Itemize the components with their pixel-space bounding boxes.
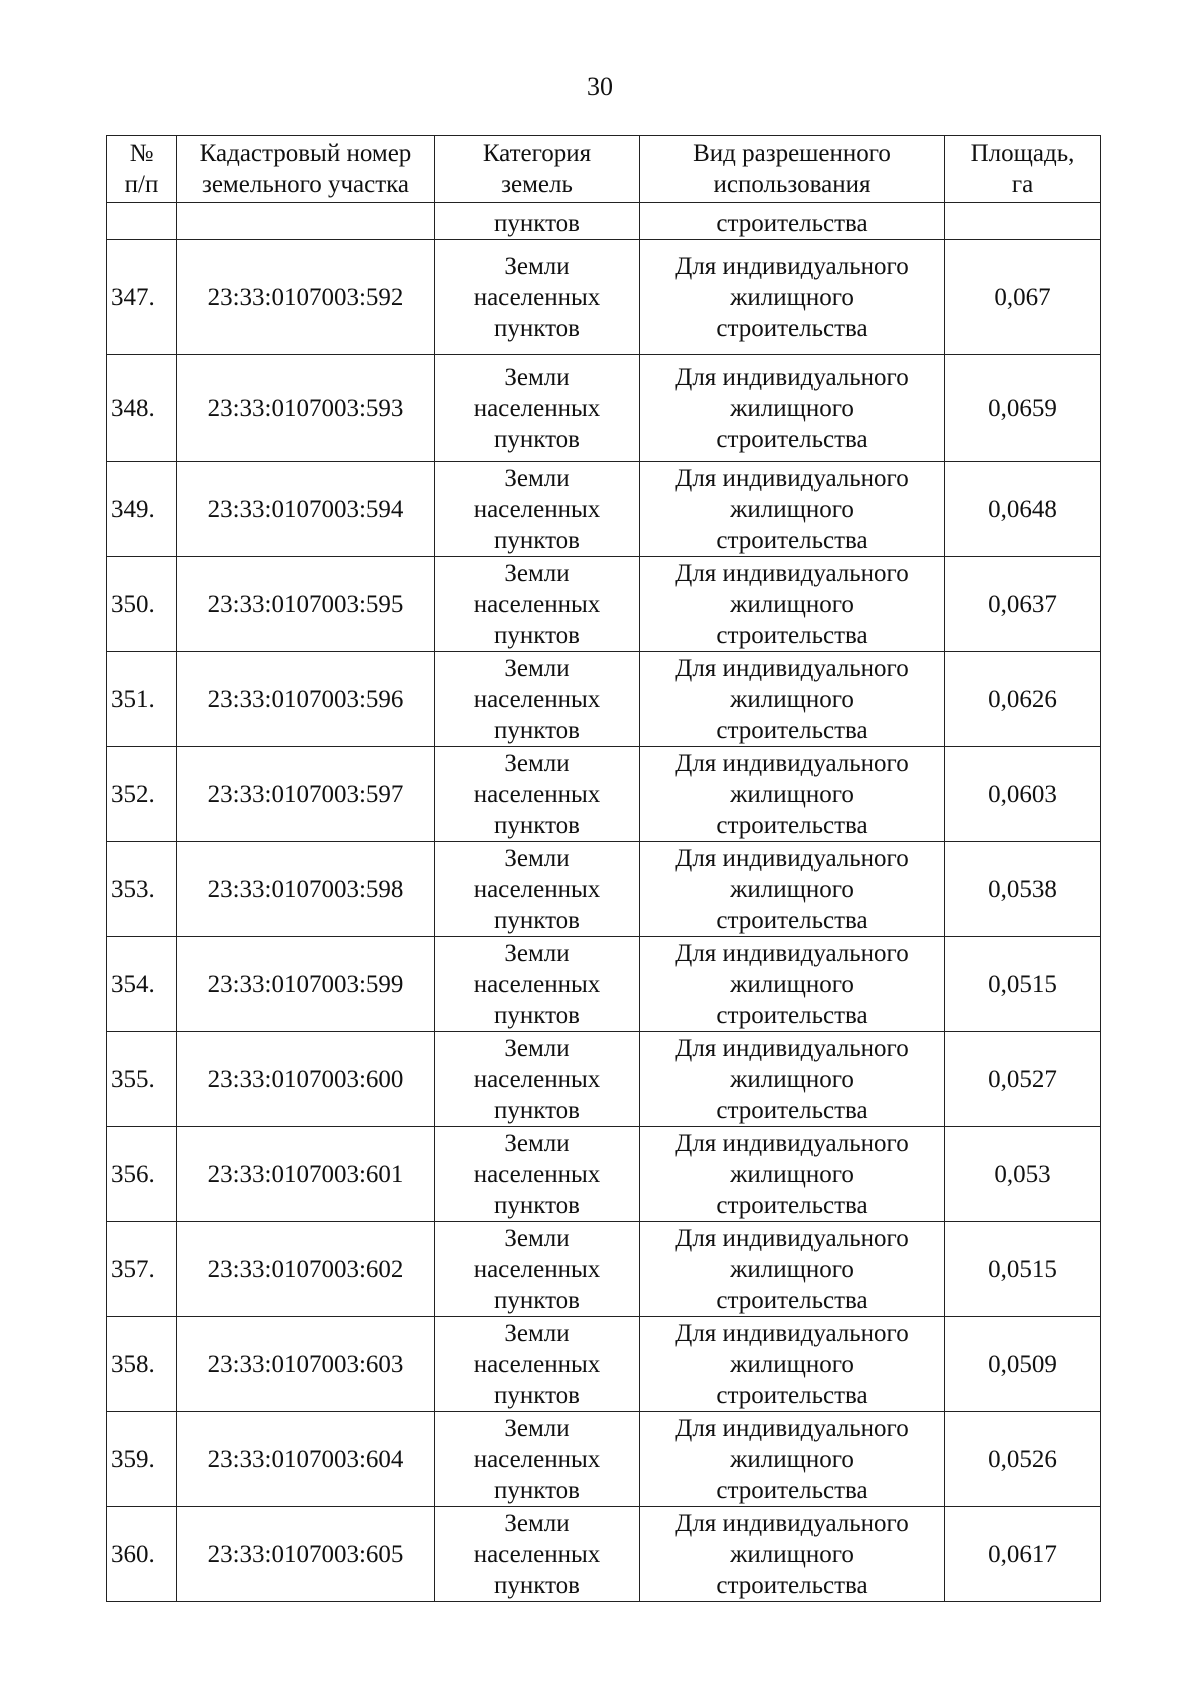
permitted-use: Для индивидуального жилищного строительства [640,1507,945,1602]
cadastral-number: 23:33:0107003:597 [177,747,435,842]
permitted-use: Для индивидуального жилищного строительства [640,937,945,1032]
land-category: Земли населенных пунктов [435,747,640,842]
permitted-use: Для индивидуального жилищного строительства [640,652,945,747]
table-row [107,240,1101,355]
cadastral-number: 23:33:0107003:592 [177,240,435,355]
table-row [107,462,1101,557]
land-category: Земли населенных пунктов [435,240,640,355]
row-number: 353. [107,842,177,937]
land-category: Земли населенных пунктов [435,1222,640,1317]
land-category: Земли населенных пунктов [435,1317,640,1412]
row-number: 351. [107,652,177,747]
permitted-use: Для индивидуального жилищного строительства [640,1127,945,1222]
cadastral-number: 23:33:0107003:602 [177,1222,435,1317]
area-value: 0,0527 [945,1032,1101,1127]
cadastral-number: 23:33:0107003:599 [177,937,435,1032]
table-row [107,1127,1101,1222]
land-category: Земли населенных пунктов [435,557,640,652]
area-value: 0,0648 [945,462,1101,557]
cadastral-number: 23:33:0107003:594 [177,462,435,557]
area-value: 0,0617 [945,1507,1101,1602]
area-value: 0,0538 [945,842,1101,937]
table-row [107,652,1101,747]
row-number: 360. [107,1507,177,1602]
area-value: 0,053 [945,1127,1101,1222]
header-permitted-use: Вид разрешенного использования [640,136,945,203]
header-num: № п/п [107,136,177,203]
land-category: Земли населенных пунктов [435,1507,640,1602]
area-value: 0,0603 [945,747,1101,842]
area-value: 0,0526 [945,1412,1101,1507]
area-value: 0,0626 [945,652,1101,747]
permitted-use: Для индивидуального жилищного строительства [640,557,945,652]
row-number: 355. [107,1032,177,1127]
permitted-use: Для индивидуального жилищного строительства [640,240,945,355]
land-category: Земли населенных пунктов [435,937,640,1032]
area-value: 0,0637 [945,557,1101,652]
row-number: 352. [107,747,177,842]
row-number: 350. [107,557,177,652]
cadastral-number: 23:33:0107003:596 [177,652,435,747]
row-number: 356. [107,1127,177,1222]
cadastral-number: 23:33:0107003:600 [177,1032,435,1127]
row-number: 348. [107,355,177,462]
permitted-use: Для индивидуального жилищного строительства [640,1317,945,1412]
permitted-use: Для индивидуального жилищного строительства [640,355,945,462]
table-row [107,1032,1101,1127]
table-header-row [107,136,1101,203]
area-value: 0,067 [945,240,1101,355]
continuation-area [945,203,1101,240]
land-category: Земли населенных пунктов [435,1032,640,1127]
table-row [107,557,1101,652]
continuation-row [107,203,1101,240]
land-category: Земли населенных пунктов [435,462,640,557]
header-cadastral-number: Кадастровый номер земельного участка [177,136,435,203]
area-value: 0,0509 [945,1317,1101,1412]
row-number: 349. [107,462,177,557]
area-value: 0,0659 [945,355,1101,462]
continuation-cadastral [177,203,435,240]
row-number: 359. [107,1412,177,1507]
cadastral-number: 23:33:0107003:593 [177,355,435,462]
page-number: 30 [587,72,613,101]
area-value: 0,0515 [945,937,1101,1032]
land-category: Земли населенных пунктов [435,355,640,462]
table-row [107,1317,1101,1412]
land-plots-table [106,135,1101,1602]
land-category: Земли населенных пунктов [435,1412,640,1507]
permitted-use: Для индивидуального жилищного строительства [640,842,945,937]
permitted-use: Для индивидуального жилищного строительства [640,1032,945,1127]
cadastral-number: 23:33:0107003:605 [177,1507,435,1602]
area-value: 0,0515 [945,1222,1101,1317]
table-row [107,937,1101,1032]
land-category: Земли населенных пунктов [435,1127,640,1222]
cadastral-number: 23:33:0107003:604 [177,1412,435,1507]
row-number: 358. [107,1317,177,1412]
land-category: Земли населенных пунктов [435,652,640,747]
header-land-category: Категория земель [435,136,640,203]
permitted-use: Для индивидуального жилищного строительства [640,747,945,842]
permitted-use: Для индивидуального жилищного строительства [640,1222,945,1317]
row-number: 357. [107,1222,177,1317]
table-row [107,1222,1101,1317]
cadastral-number: 23:33:0107003:601 [177,1127,435,1222]
table-row [107,355,1101,462]
continuation-num [107,203,177,240]
table-row [107,747,1101,842]
cadastral-number: 23:33:0107003:595 [177,557,435,652]
table-row [107,1412,1101,1507]
row-number: 347. [107,240,177,355]
continuation-usage: строительства [640,203,945,240]
cadastral-number: 23:33:0107003:598 [177,842,435,937]
table-row [107,1507,1101,1602]
permitted-use: Для индивидуального жилищного строительства [640,462,945,557]
row-number: 354. [107,937,177,1032]
permitted-use: Для индивидуального жилищного строительства [640,1412,945,1507]
table-row [107,842,1101,937]
continuation-category: пунктов [435,203,640,240]
cadastral-number: 23:33:0107003:603 [177,1317,435,1412]
land-category: Земли населенных пунктов [435,842,640,937]
header-area: Площадь, га [945,136,1101,203]
